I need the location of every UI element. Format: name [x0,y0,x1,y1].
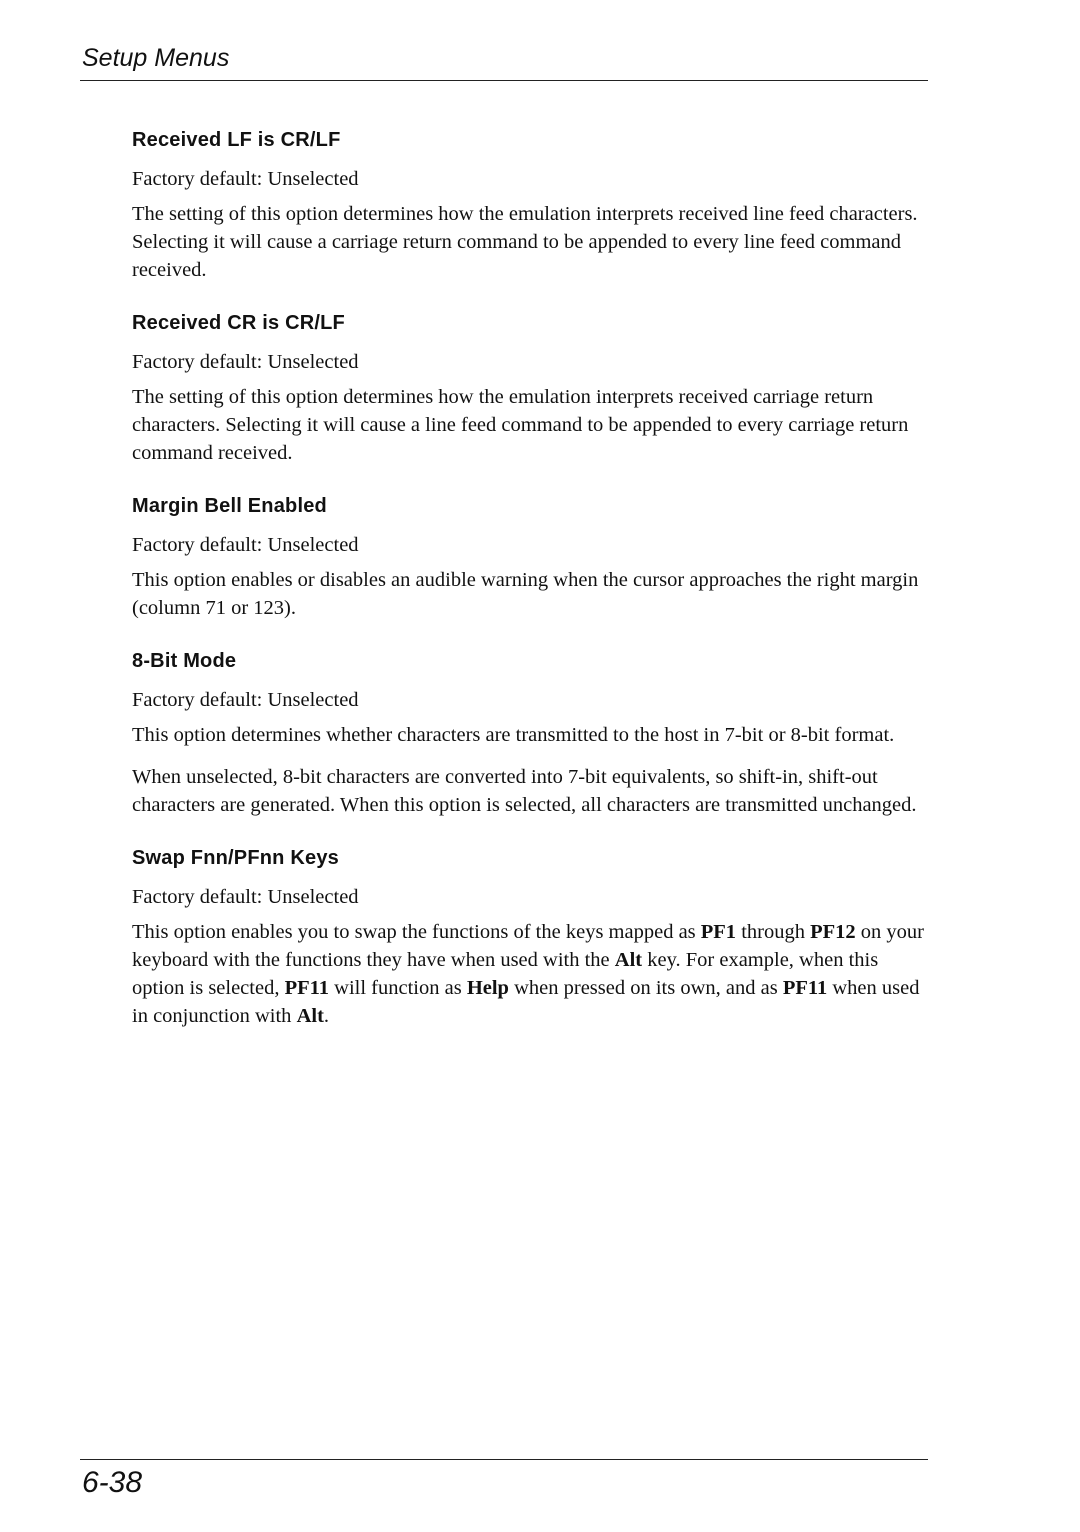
page-body [132,126,932,1055]
section-swap-keys [132,844,932,1030]
factory-default: Factory default: Unselected [132,886,359,908]
text-run: . [323,1005,330,1027]
section-heading: Received LF is CR/LF [132,129,341,151]
section-heading: Received CR is CR/LF [132,312,345,334]
key-name-help: Help [466,977,509,999]
section-paragraph: The setting of this option determines how the emulation interprets received line feed characters. Selecting it will cause a carriage return command to be appended to every line feed command received. [132,203,918,281]
text-run: when used in conjunction with [132,977,920,1027]
section-received-cr [132,309,932,467]
key-name-alt: Alt [614,949,643,971]
key-name-pf12: PF12 [810,921,856,943]
section-paragraph: This option enables or disables an audible warning when the cursor approaches the right margin (column 71 or 123). [132,569,919,619]
section-heading: 8-Bit Mode [132,650,237,672]
factory-default: Factory default: Unselected [132,534,359,556]
factory-default: Factory default: Unselected [132,351,359,373]
factory-default: Factory default: Unselected [132,168,359,190]
key-name-alt: Alt [296,1005,324,1027]
section-received-lf [132,126,932,284]
text-run: on your keyboard with the functions they have when used with the [132,921,924,971]
key-name-pf11: PF11 [782,977,828,999]
section-heading: Swap Fnn/PFnn Keys [132,847,339,869]
section-8bit-mode [132,647,932,819]
section-paragraph [132,918,932,1030]
key-name-pf1: PF1 [700,921,737,943]
page-number: 6-38 [82,1466,143,1499]
text-run: This option enables you to swap the functions of the keys mapped as [132,921,701,943]
footer-rule [80,1459,928,1460]
text-run: when pressed on its own, and as [508,977,783,999]
running-header-title: Setup Menus [82,44,230,72]
header-rule [80,80,928,81]
text-run: through [736,921,811,943]
section-heading: Margin Bell Enabled [132,495,327,517]
section-paragraph: This option determines whether characters are transmitted to the host in 7-bit or 8-bit format. [132,724,895,746]
section-margin-bell [132,492,932,622]
factory-default: Factory default: Unselected [132,689,359,711]
section-paragraph: The setting of this option determines how the emulation interprets received carriage return characters. Selecting it will cause a line feed command to be appended to every carriage return command received. [132,386,909,464]
section-paragraph: When unselected, 8-bit characters are converted into 7-bit equivalents, so shift-in, shift-out characters are generated. When this option is selected, all characters are transmitted unchanged. [132,766,917,816]
text-run: will function as [329,977,467,999]
key-name-pf11: PF11 [284,977,330,999]
text-run: key. For example, when this option is selected, [132,949,879,999]
